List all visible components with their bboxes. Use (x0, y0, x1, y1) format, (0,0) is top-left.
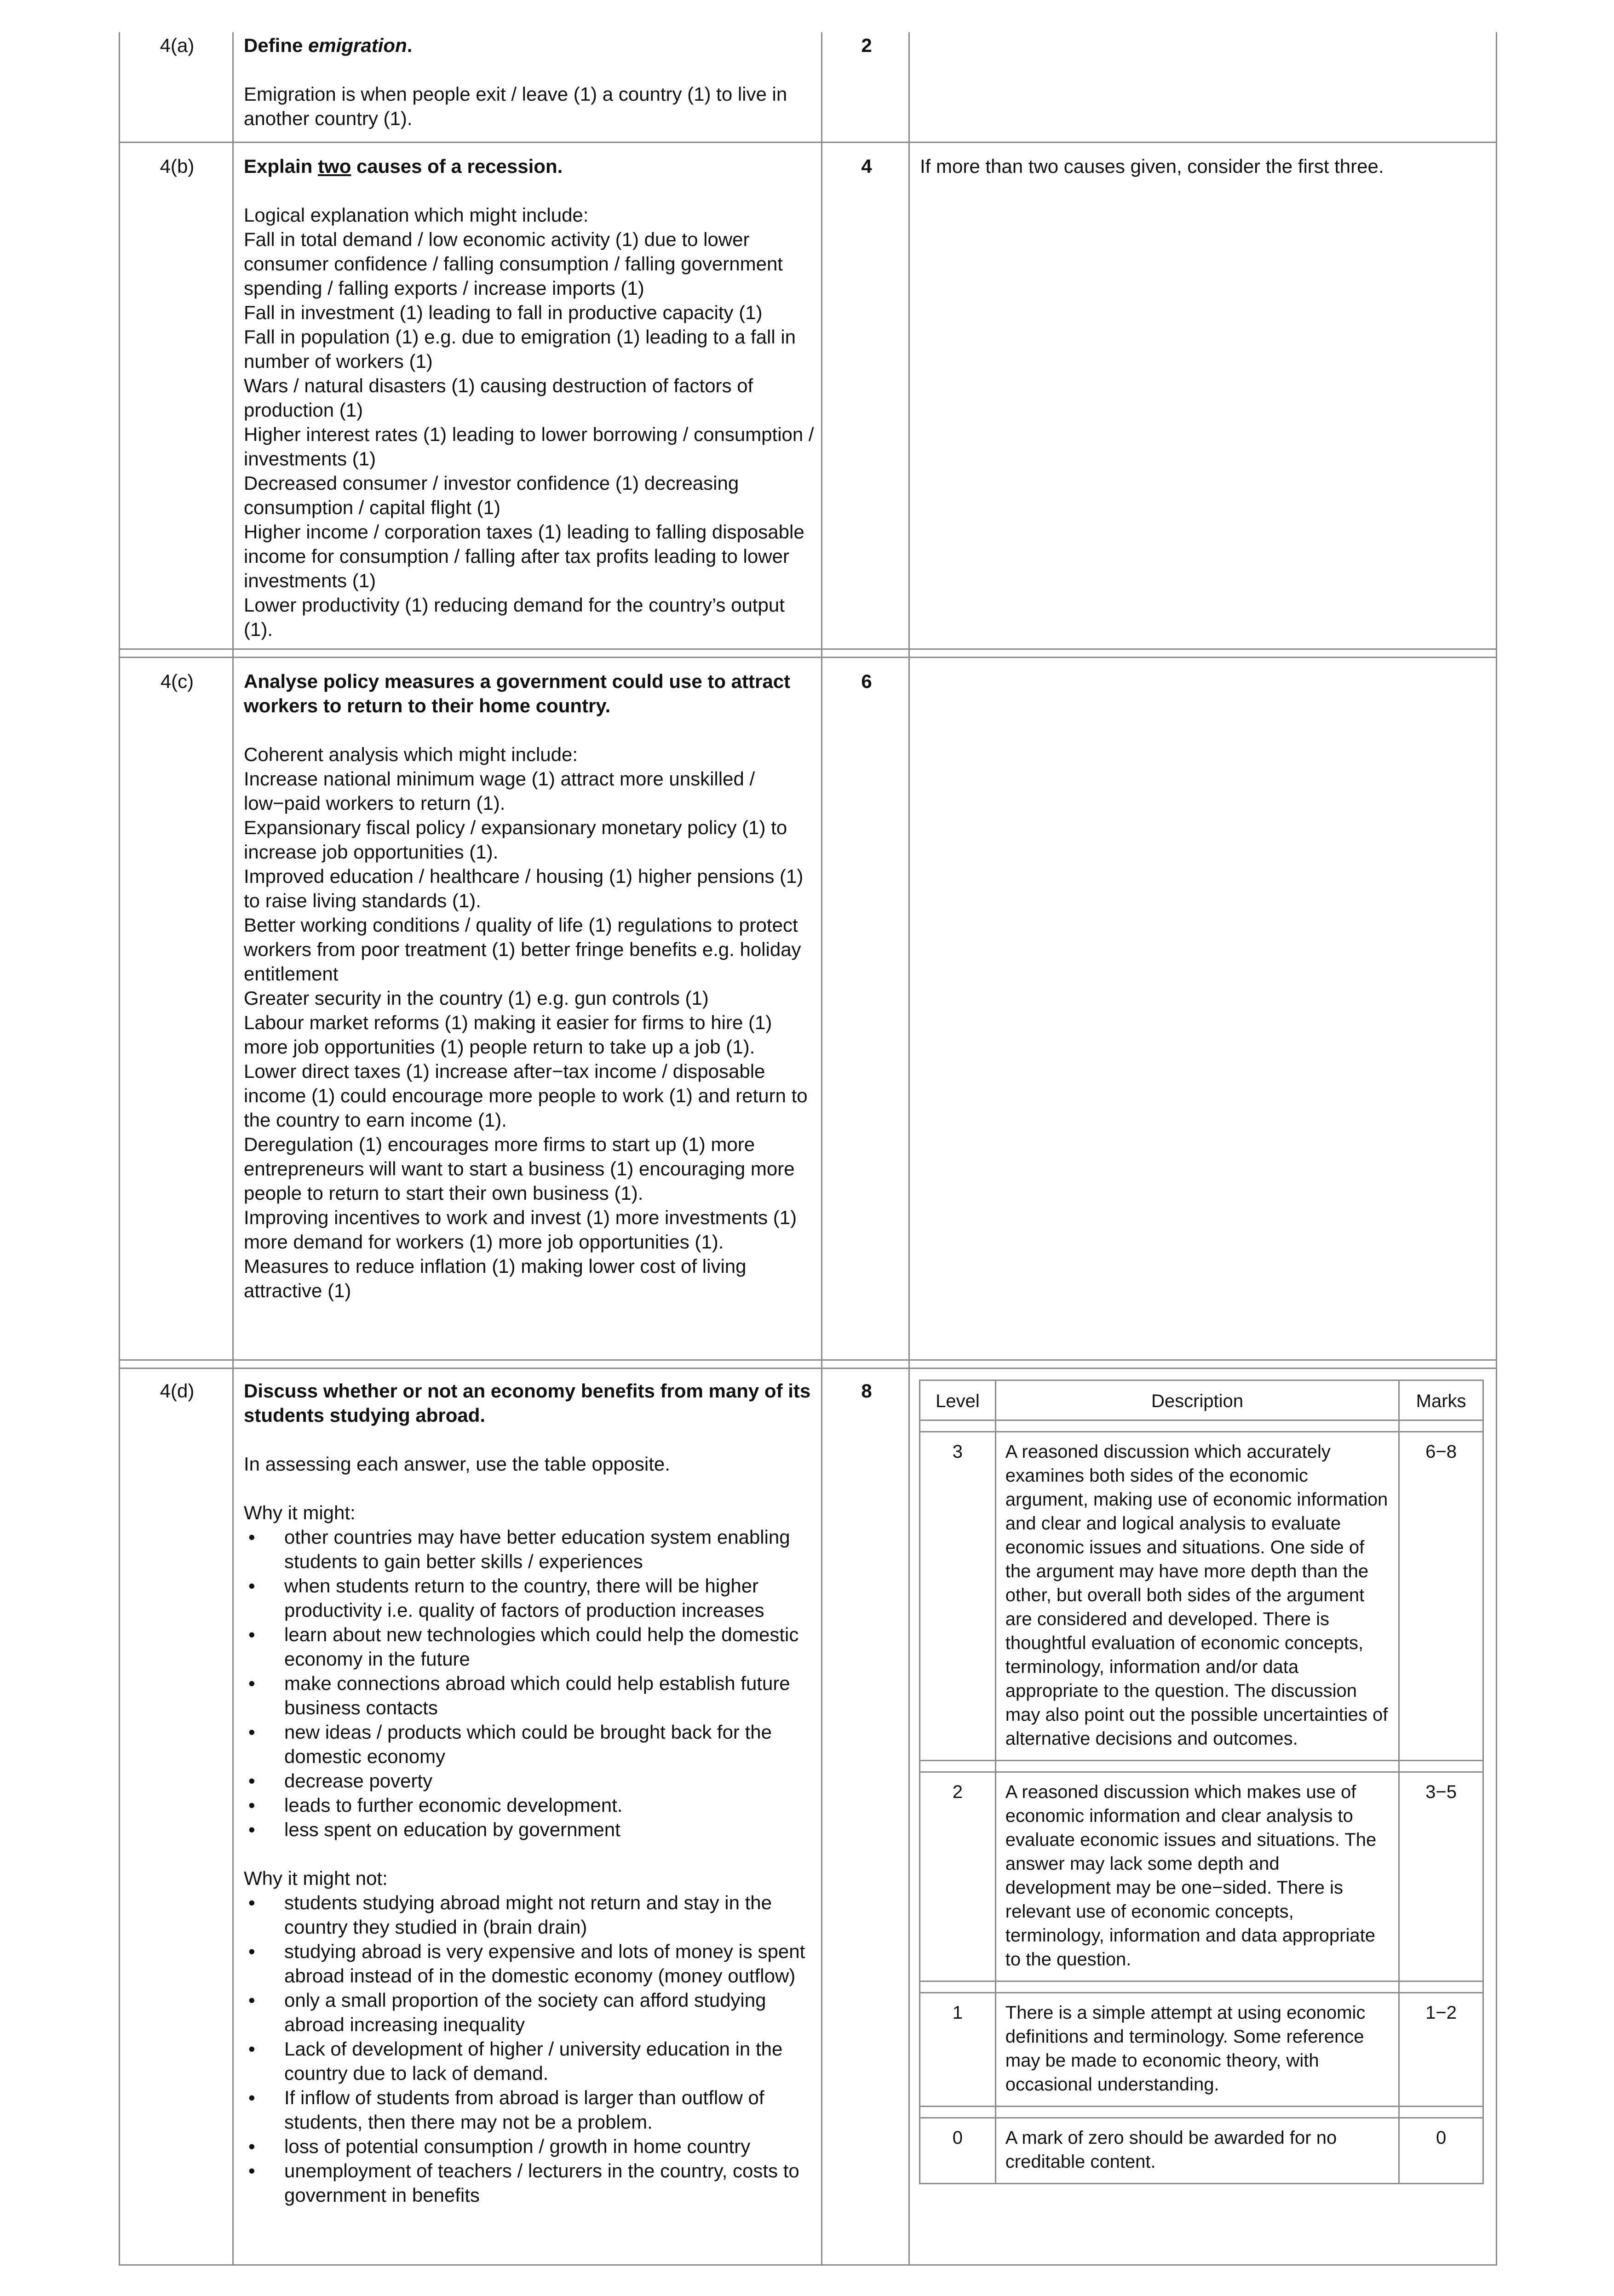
row-divider (119, 142, 1497, 143)
bullet-icon: • (248, 2038, 255, 2060)
bullet-icon: • (248, 1989, 255, 2011)
row-divider (119, 657, 1497, 658)
table-header-row (920, 1380, 1483, 1420)
answer-point: Fall in total demand / low economic activity (1) due to lower consumer confidence / falling consumption / falling government spending / falling exports / increase imports (1) (244, 229, 783, 299)
row-divider (119, 648, 1497, 650)
list-item: • when students return to the country, there will be higher productivity i.e. quality of factors of production increases (244, 1574, 816, 1622)
level-cell: 0 (920, 2118, 996, 2184)
answer-point: Fall in investment (1) leading to fall in productive capacity (1) (244, 302, 763, 323)
question-marks: 6 (861, 670, 872, 692)
answer-point: Increase national minimum wage (1) attract more unskilled / low−paid workers to return (1). (244, 768, 755, 814)
list-item: • Lack of development of higher / university education in the country due to lack of demand. (244, 2037, 816, 2085)
question-marks: 2 (861, 34, 872, 56)
question-text: Define emigration. (244, 34, 413, 56)
question-4a-answer-cell (244, 33, 816, 131)
bullet-icon: • (248, 1892, 255, 1913)
answer-point: Greater security in the country (1) e.g. gun controls (1) (244, 987, 709, 1009)
question-number: 4(b) (160, 155, 195, 177)
why-heading: Why it might: (244, 1502, 356, 1523)
why-not-heading: Why it might not: (244, 1867, 388, 1889)
description-cell: A mark of zero should be awarded for no creditable content. (995, 2118, 1399, 2184)
list-item: • learn about new technologies which could help the domestic economy in the future (244, 1622, 816, 1671)
answer-point: Higher interest rates (1) leading to lower borrowing / consumption / investments (1) (244, 424, 814, 470)
column-divider-answer (821, 32, 822, 2265)
table-spacer (920, 1761, 1483, 1772)
list-item: • other countries may have better education system enabling students to gain better skills / experiences (244, 1525, 816, 1574)
bullet-icon: • (248, 1794, 255, 1816)
level-cell: 1 (920, 1993, 996, 2107)
level-descriptor-table (919, 1380, 1484, 2184)
table-right-border (1496, 32, 1497, 2265)
answer-point: Labour market reforms (1) making it easier for firms to hire (1) more job opportunities (1) people return to take up a job (1). (244, 1012, 772, 1058)
column-header-marks: Marks (1399, 1380, 1483, 1420)
bullet-icon: • (248, 2160, 255, 2181)
list-item: • students studying abroad might not return and stay in the country they studied in (brain drain) (244, 1890, 816, 1939)
level-cell: 2 (920, 1772, 996, 1981)
answer-point: Fall in population (1) e.g. due to emigration (1) leading to a fall in number of workers (1) (244, 326, 796, 372)
bullet-icon: • (248, 1624, 255, 1645)
question-4c-answer-cell (244, 669, 816, 1303)
bullet-icon: • (248, 1770, 255, 1792)
answer-point: Lower direct taxes (1) increase after−tax income / disposable income (1) could encourage more people to work (1) and return to the country to earn income (1). (244, 1060, 808, 1131)
list-item: • decrease poverty (244, 1769, 816, 1793)
table-row (920, 1432, 1483, 1761)
question-marks: 8 (861, 1380, 872, 1402)
bullet-icon: • (248, 2087, 255, 2108)
question-number: 4(a) (160, 34, 195, 56)
bullet-icon: • (248, 1575, 255, 1597)
answer-point: Lower productivity (1) reducing demand for the country’s output (1). (244, 594, 785, 640)
column-divider-marks (908, 32, 910, 2265)
answer-point: Expansionary fiscal policy / expansionary monetary policy (1) to increase job opportunities (1). (244, 817, 787, 863)
question-number: 4(d) (160, 1380, 195, 1402)
question-text: Explain two causes of a recession. (244, 155, 563, 177)
row-divider (119, 1368, 1497, 1369)
bullet-icon: • (248, 1721, 255, 1743)
table-row (920, 1772, 1483, 1981)
row-divider (119, 1359, 1497, 1361)
bullet-icon: • (248, 2136, 255, 2157)
table-row (920, 1993, 1483, 2107)
table-spacer (920, 2107, 1483, 2118)
list-item: • only a small proportion of the society can afford studying abroad increasing inequality (244, 1988, 816, 2037)
column-divider-question (232, 32, 234, 2265)
table-spacer (920, 1420, 1483, 1432)
list-item: • If inflow of students from abroad is larger than outflow of students, then there may not be a problem. (244, 2085, 816, 2134)
description-cell: There is a simple attempt at using economic definitions and terminology. Some reference may be made to economic theory, with occasional understanding. (995, 1993, 1399, 2107)
list-item: • less spent on education by government (244, 1817, 816, 1842)
marks-cell: 0 (1399, 2118, 1483, 2184)
question-marks: 4 (861, 155, 872, 177)
answer-point: Deregulation (1) encourages more firms to start up (1) more entrepreneurs will want to start a business (1) encouraging more people to return to start their own business (1). (244, 1134, 795, 1204)
guidance-note: If more than two causes given, consider the first three. (920, 155, 1384, 177)
table-bottom-border (119, 2264, 1497, 2266)
answer-point: Improving incentives to work and invest (1) more investments (1) more demand for workers (1) more job opportunities (1). (244, 1207, 797, 1253)
bullet-icon: • (248, 1672, 255, 1694)
bullet-icon: • (248, 1941, 255, 1962)
table-row (920, 2118, 1483, 2184)
question-4d-answer-cell (244, 1379, 816, 2207)
list-item: • unemployment of teachers / lecturers in the country, costs to government in benefits (244, 2159, 816, 2207)
table-left-border (119, 32, 120, 2265)
answer-point: Decreased consumer / investor confidence (1) decreasing consumption / capital flight (1) (244, 472, 739, 518)
answer-intro: Logical explanation which might include: (244, 204, 589, 226)
marks-cell: 3−5 (1399, 1772, 1483, 1981)
list-item: • new ideas / products which could be brought back for the domestic economy (244, 1720, 816, 1769)
list-item: • leads to further economic development. (244, 1793, 816, 1817)
question-4b-answer-cell (244, 154, 816, 641)
bullet-icon: • (248, 1819, 255, 1840)
assessment-instruction: In assessing each answer, use the table opposite. (244, 1453, 670, 1475)
list-item: • loss of potential consumption / growth in home country (244, 2134, 816, 2159)
list-item: • studying abroad is very expensive and lots of money is spent abroad instead of in the domestic economy (money outflow) (244, 1939, 816, 1988)
column-header-description: Description (995, 1380, 1399, 1420)
question-text: Discuss whether or not an economy benefits from many of its students studying abroad. (244, 1380, 811, 1426)
model-answer: Emigration is when people exit / leave (1) a country (1) to live in another country (1). (244, 83, 787, 129)
answer-point: Wars / natural disasters (1) causing destruction of factors of production (1) (244, 375, 753, 421)
level-cell: 3 (920, 1432, 996, 1761)
list-item: • make connections abroad which could help establish future business contacts (244, 1671, 816, 1720)
question-number: 4(c) (160, 670, 194, 692)
answer-intro: Coherent analysis which might include: (244, 744, 578, 765)
question-text: Analyse policy measures a government could use to attract workers to return to their home country. (244, 670, 791, 716)
answer-point: Measures to reduce inflation (1) making lower cost of living attractive (1) (244, 1255, 747, 1301)
description-cell: A reasoned discussion which accurately examines both sides of the economic argument, making use of economic information and clear and logical analysis to evaluate economic issues and situations. One side of the argument may have more depth than the other, but overall both sides of the argument are considered and developed. There is thoughtful evaluation of economic concepts, terminology, information and/or data appropriate to the question. The discussion may also point out the possible uncertainties of alternative decisions and outcomes. (995, 1432, 1399, 1761)
table-spacer (920, 1981, 1483, 1993)
answer-point: Higher income / corporation taxes (1) leading to falling disposable income for consumption / falling after tax profits leading to lower investments (1) (244, 521, 804, 591)
answer-point: Better working conditions / quality of life (1) regulations to protect workers from poor treatment (1) better fringe benefits e.g. holiday entitlement (244, 914, 801, 985)
bullet-icon: • (248, 1526, 255, 1548)
marks-cell: 6−8 (1399, 1432, 1483, 1761)
description-cell: A reasoned discussion which makes use of economic information and clear analysis to evaluate economic issues and situations. The answer may lack some depth and development may be one−sided. There is relevant use of economic concepts, terminology, information and data appropriate to the question. (995, 1772, 1399, 1981)
answer-point: Improved education / healthcare / housing (1) higher pensions (1) to raise living standards (1). (244, 865, 804, 911)
marks-cell: 1−2 (1399, 1993, 1483, 2107)
column-header-level: Level (920, 1380, 996, 1420)
